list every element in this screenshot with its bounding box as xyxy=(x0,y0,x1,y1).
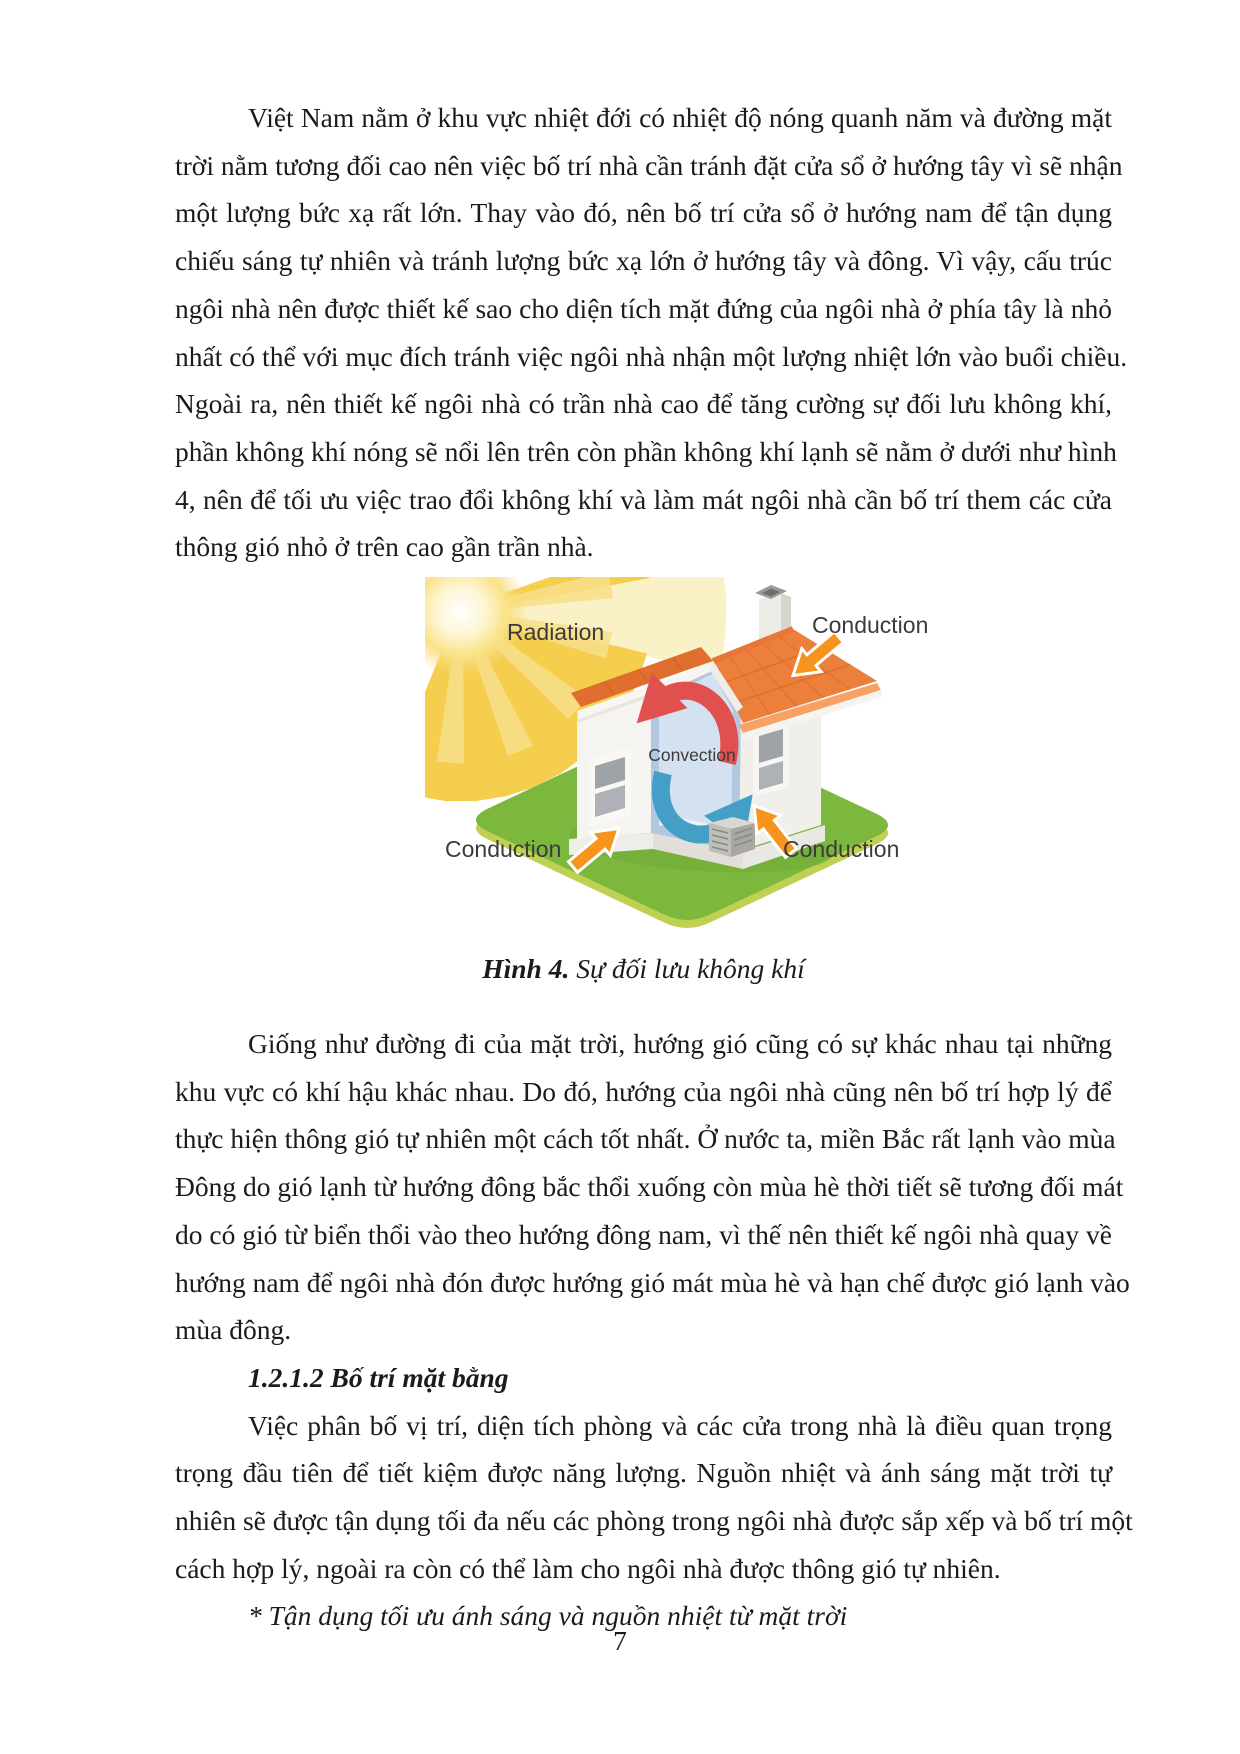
convection-label: Convection xyxy=(648,745,736,766)
text-line: Giống như đường đi của mặt trời, hướng gió cũng có sự khác nhau tại những xyxy=(248,1028,1112,1060)
text-line: một lượng bức xạ rất lớn. Thay vào đó, nên bố trí cửa sổ ở hướng nam để tận dụng xyxy=(175,197,1112,229)
section-heading: 1.2.1.2 Bố trí mặt bằng xyxy=(248,1361,509,1393)
text-line: 4, nên để tối ưu việc trao đổi không khí và làm mát ngôi nhà cần bố trí them các cửa xyxy=(175,483,1112,515)
conduction-label-bottom-right: Conduction xyxy=(783,836,900,863)
figure-caption xyxy=(175,945,1112,993)
text-line: chiếu sáng tự nhiên và tránh lượng bức xạ lớn ở hướng tây và đông. Vì vậy, cấu trúc xyxy=(175,245,1112,277)
text-line: phần không khí nóng sẽ nổi lên trên còn phần không khí lạnh sẽ nằm ở dưới như hình xyxy=(175,435,1117,467)
paragraph-1 xyxy=(175,94,1128,571)
text-line: mùa đông. xyxy=(175,1314,292,1346)
page-number: 7 xyxy=(613,1625,627,1656)
conduction-label-bottom-left: Conduction xyxy=(445,836,562,863)
text-line: ngôi nhà nên được thiết kế sao cho diện tích mặt đứng của ngôi nhà ở phía tây là nhỏ xyxy=(175,292,1112,324)
note-line: * Tận dụng tối ưu ánh sáng và nguồn nhiệt từ mặt trời xyxy=(248,1600,848,1632)
text-line: thực hiện thông gió tự nhiên một cách tốt nhất. Ở nước ta, miền Bắc rất lạnh vào mùa xyxy=(175,1123,1116,1155)
text-line: trời nằm tương đối cao nên việc bố trí nhà cần tránh đặt cửa sổ ở hướng tây vì sẽ nhận xyxy=(175,149,1123,181)
paragraph-2 xyxy=(175,1020,1130,1354)
text-line: Việt Nam nằm ở khu vực nhiệt đới có nhiệt độ nóng quanh năm và đường mặt xyxy=(248,102,1112,133)
text-line: khu vực có khí hậu khác nhau. Do đó, hướng của ngôi nhà cũng nên bố trí hợp lý để xyxy=(175,1075,1112,1107)
conduction-label-top: Conduction xyxy=(812,612,929,639)
ac-unit-icon xyxy=(709,817,755,857)
radiation-label: Radiation xyxy=(507,619,605,646)
text-line: cách hợp lý, ngoài ra còn có thể làm cho ngôi nhà được thông gió tự nhiên. xyxy=(175,1552,1001,1584)
text-line: do có gió từ biển thổi vào theo hướng đông nam, vì thế nên thiết kế ngôi nhà quay về xyxy=(175,1218,1112,1250)
text-line: Ngoài ra, nên thiết kế ngôi nhà có trần nhà cao để tăng cường sự đối lưu không khí, xyxy=(175,388,1112,420)
figure-heat-transfer xyxy=(425,577,940,929)
text-line: hướng nam để ngôi nhà đón được hướng gió mát mùa hè và hạn chế được gió lạnh vào xyxy=(175,1266,1130,1298)
figure-caption-text: Sự đối lưu không khí xyxy=(569,953,805,985)
figure-caption-label: Hình 4. xyxy=(482,953,570,985)
left-window xyxy=(589,747,631,827)
text-line: nhất có thể với mục đích tránh việc ngôi nhà nhận một lượng nhiệt lớn vào buổi chiều. xyxy=(175,340,1128,372)
text-line: Đông do gió lạnh từ hướng đông bắc thổi xuống còn mùa hè thời tiết sẽ tương đối mát xyxy=(175,1171,1124,1203)
text-line: Việc phân bố vị trí, diện tích phòng và các cửa trong nhà là điều quan trọng xyxy=(248,1409,1112,1441)
paragraph-3 xyxy=(175,1402,1133,1593)
text-line: nhiên sẽ được tận dụng tối đa nếu các phòng trong ngôi nhà được sắp xếp và bố trí một xyxy=(175,1505,1133,1537)
text-line: trọng đầu tiên để tiết kiệm được năng lượng. Nguồn nhiệt và ánh sáng mặt trời tự xyxy=(175,1457,1112,1489)
heat-transfer-illustration xyxy=(425,577,940,929)
text-line: thông gió nhỏ ở trên cao gần trần nhà. xyxy=(175,531,594,563)
